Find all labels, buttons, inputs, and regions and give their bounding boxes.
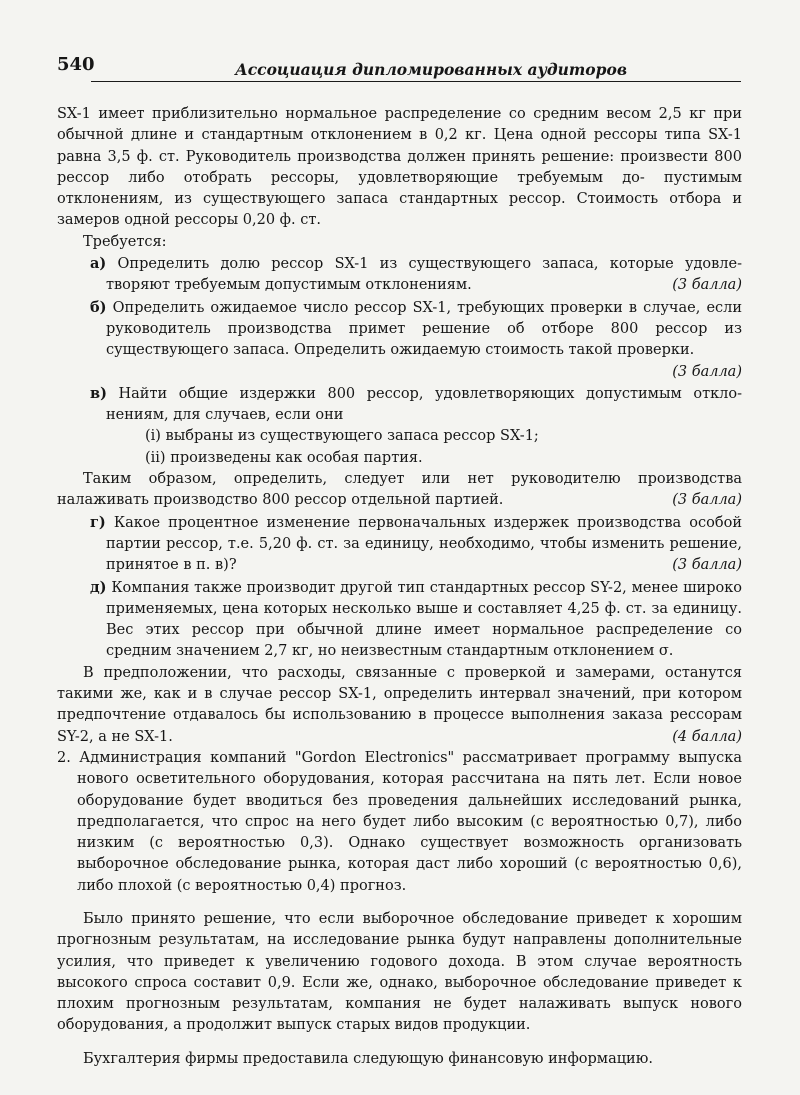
text-line: нениям, для случаев, если они [106,407,344,424]
text-line: Какое процентное изменение первоначальных издержек производства [113,514,682,531]
decision-paragraph [57,909,742,1037]
task-d [90,577,742,663]
conclusion-score: (3 балла) [672,492,742,509]
task-v-sub-i: (i) выбраны из существующего запаса рессор SX-1; [145,428,539,445]
task-a [90,253,742,297]
task-g [90,512,742,577]
required-label: Требуется: [83,233,167,250]
text-line: пустимым отклонениям, из существующего запаса стандартных рессор. Стоимость [57,169,743,208]
problem-2 [57,748,742,897]
task-v-sub-ii: (ii) произведены как особая партия. [145,449,423,466]
text-line: Администрация компаний "Gordon Electronics" рассматривает программу выпуска [79,749,742,766]
text-line: Определить долю рессор SX-1 из существующего запаса, которые удовле- [117,256,742,273]
text-line: прогнозным результатам, на исследование рынка будут направлены дополнительные [57,932,742,949]
text-line: новое оборудование будет вводиться без проведения дальнейших исследований [77,771,742,809]
final-line: Бухгалтерия фирмы предоставила следующую финансовую информацию. [83,1050,653,1067]
task-g-marker: г) [90,513,106,531]
task-g-score: (3 балла) [672,557,742,574]
task-v-marker: в) [90,384,107,402]
text-line: SX-1 равна 3,5 ф. ст. Руководитель производства должен принять решение: [57,127,742,165]
assumption-score: (4 балла) [672,728,742,745]
task-a-marker: а) [90,255,107,273]
text-line: произвести 800 рессор либо отобрать рессоры, удовлетворяющие требуемым до- [57,148,742,186]
text-line: SX-1 имеет приблизительно нормальное распределение со средним весом 2,5 кг [57,106,706,122]
text-line: плохим прогнозным результатам, компания не будет налаживать выпуск нового [57,996,742,1013]
task-v [90,383,742,427]
task-b-score: (3 балла) [672,363,742,380]
task-a-score: (3 балла) [672,277,742,294]
task-b-text [90,297,742,362]
task-v-text [90,383,742,427]
task-g-text [90,512,742,577]
header-rule [91,81,741,82]
running-title: Ассоциация дипломированных аудиторов [235,60,627,79]
page-number: 540 [57,54,95,75]
text-line: выборочное обследование рынка, которая даст либо хороший (с вероятностью 0,6), [77,856,742,873]
text-line: высокого спроса составит 0,9. Если же, однако, выборочное обследование приведет к [57,974,742,991]
text-line: заказа рессорам SY-2, а не SX-1. [57,707,742,745]
task-a-text [90,253,742,297]
text-line: налаживать производство 800 рессор отдельной партией. [57,492,504,509]
spacer [57,897,742,909]
page-header [57,50,741,80]
text-line: рынка, предполагается, что спрос на него будет либо высоким (с вероятностью 0,7), [77,792,743,830]
text-line: существующего запаса. Определить ожидаемую стоимость такой проверки. [106,342,695,359]
text-line: если руководитель производства примет решение об отборе 800 рессор из [106,299,743,337]
task-d-text [90,577,742,663]
text-line: В предположении, что расходы, связанные с проверкой и замерами, останутся [83,664,742,681]
text-line: отклонением σ. [553,643,674,660]
assumption-paragraph [57,663,742,748]
intro-paragraph [57,104,742,232]
text-line: такими же, как и в случае рессор SX-1, определить интервал значений, при [57,686,672,703]
text-line: Найти общие издержки 800 рессор, удовлетворяющих допустимым откло- [118,385,742,402]
text-line: отбора и замеров одной рессоры 0,20 ф. ст. [57,191,742,229]
text-line: Компания также производит другой тип стандартных рессор SY-2, менее [111,579,679,596]
task-b [90,297,742,383]
text-line: Определить ожидаемое число рессор SX-1, требующих проверки в случае, [112,299,701,316]
body-text [57,104,742,1070]
text-line: за единицу. Вес этих рессор при обычной длине имеет нормальное [106,600,742,639]
text-line: изменить решение, принятое в п. в)? [106,535,743,574]
text-line: нового осветительного оборудования, которая рассчитана на пять лет. Если [77,771,691,788]
task-b-marker: б) [90,298,107,316]
text-line: распределение со средним значением 2,7 кг, но неизвестным стандартным [106,622,742,660]
text-line: Таким образом, определить, следует или нет руководителю производства [83,471,742,488]
problem-2-marker: 2. [57,749,71,766]
text-line: либо низким (с вероятностью 0,3). Однако существует возможность организовать [77,813,742,852]
text-line: широко применяемых, цена которых несколько выше и составляет 4,25 ф. ст. [106,579,743,617]
conclusion-paragraph [57,469,742,512]
text-line: Было принято решение, что если выборочное обследование приведет к хорошим [83,910,742,927]
text-line: оборудования, а продолжит выпуск старых видов продукции. [57,1017,531,1034]
spacer [57,1037,742,1049]
task-d-marker: д) [90,578,107,596]
text-line: котором предпочтение отдавалось бы использованию в процессе выполнения [57,686,743,724]
text-line: особой партии рессор, т.е. 5,20 ф. ст. за единицу, необходимо, чтобы [106,514,742,552]
text-line: при обычной длине и стандартным отклонением в 0,2 кг. Цена одной рессоры типа [57,106,743,144]
text-line: творяют требуемым допустимым отклонениям. [106,277,472,294]
text-line: усилия, что приведет к увеличению годового дохода. В этом случае вероятность [57,953,742,970]
text-line: либо плохой (с вероятностью 0,4) прогноз. [77,877,407,894]
